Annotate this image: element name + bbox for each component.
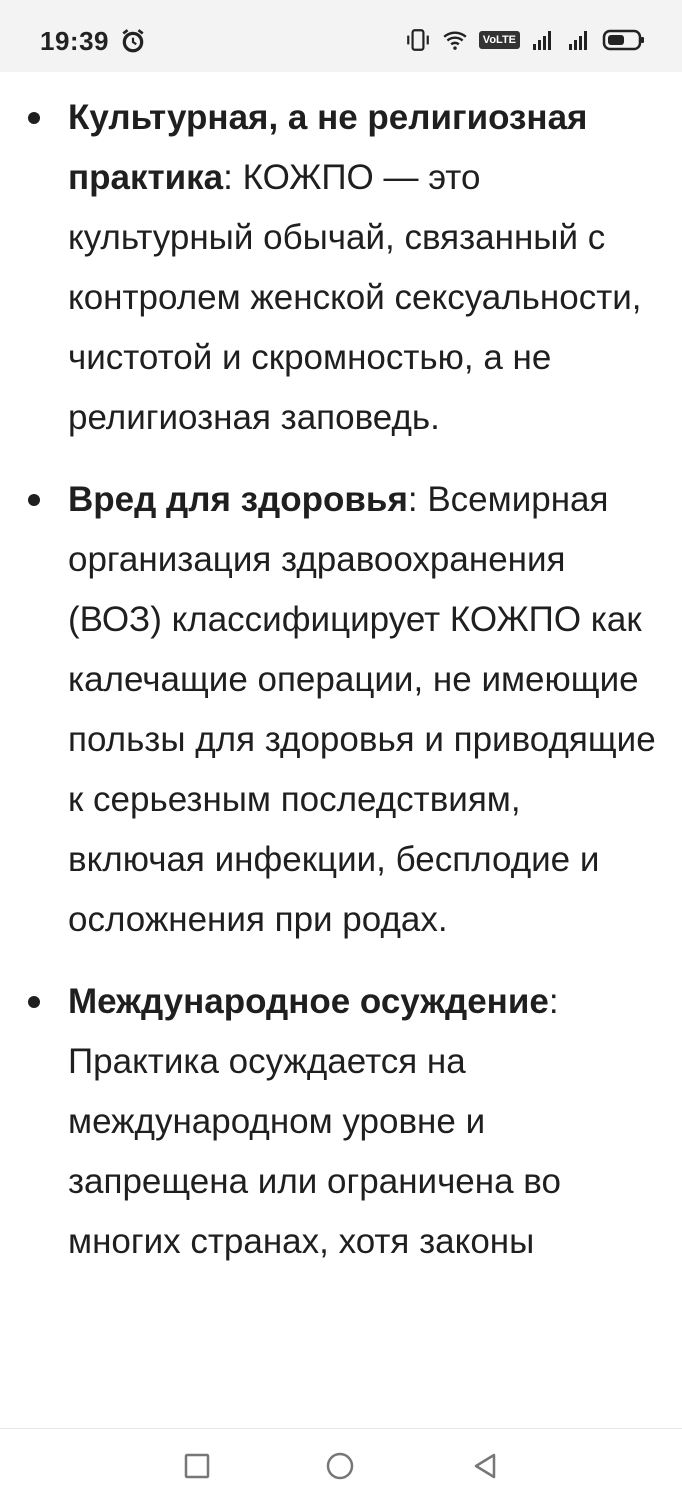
alarm-icon [120, 28, 146, 54]
bullet-dot [28, 112, 40, 124]
list-item [68, 972, 662, 1272]
list-item [68, 88, 662, 448]
bullet-dot [28, 494, 40, 506]
bullet-dot [28, 996, 40, 1008]
item-separator: : [548, 982, 559, 1021]
item-heading: Международное осуждение [68, 982, 549, 1021]
bullet-list [0, 72, 682, 1272]
article-content[interactable] [0, 72, 682, 1428]
signal-icon [566, 28, 592, 52]
item-text: Всемирная организация здравоохранения (ВОЗ) классифицирует КОЖПО как калечащие операции, не имеющие пользы для здоровья и приводящие к серьезным последствиям, включая инфекции, бесплодие и осложнения при родах. [68, 480, 656, 939]
back-icon[interactable] [468, 1449, 502, 1483]
item-heading: Культурная, а не религиозная практика [68, 98, 588, 197]
item-text: Практика осуждается на международном уровне и запрещена или ограничена во многих странах, хотя законы [68, 1042, 561, 1261]
signal-icon [530, 28, 556, 52]
status-time: 19:39 [40, 26, 109, 56]
item-separator: : [407, 480, 418, 519]
item-text: КОЖПО — это культурный обычай, связанный с контролем женской сексуальности, чистотой и скромностью, а не религиозная заповедь. [68, 158, 642, 437]
status-bar [0, 0, 682, 72]
recent-apps-icon[interactable] [180, 1449, 214, 1483]
wifi-icon [441, 27, 469, 53]
volte-badge: VoLTE [479, 31, 520, 49]
battery-icon [602, 28, 646, 52]
vibrate-icon [405, 27, 431, 53]
navigation-bar [0, 1428, 682, 1500]
status-icons [405, 26, 646, 54]
item-separator: : [223, 158, 233, 197]
list-item [68, 470, 662, 950]
home-icon[interactable] [323, 1449, 357, 1483]
item-heading: Вред для здоровья [68, 480, 408, 519]
